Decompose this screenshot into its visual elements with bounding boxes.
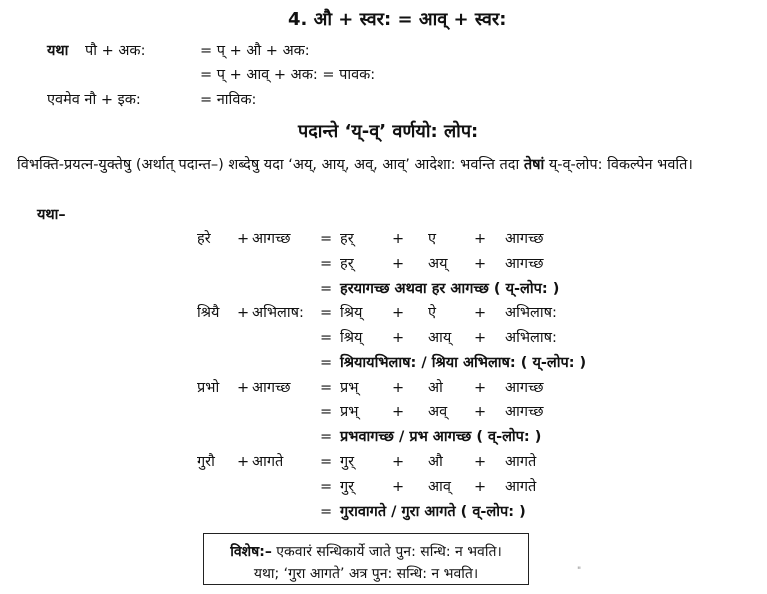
note-line-2: यथा; ‘गुरा आगते’ अत्र पुन: सन्धि: न भवति। — [253, 566, 479, 582]
rule-paragraph — [17, 152, 752, 178]
derivation-result: श्रियायभिलाष: / श्रिया अभिलाष: ( य्-लोप: ) — [340, 355, 587, 371]
plus-sign: + — [474, 404, 487, 420]
derivation-result: प्रभवागच्छ / प्रभ आगच्छ ( व्-लोप: ) — [340, 429, 542, 445]
plus-sign: + — [392, 330, 405, 346]
step-part: आव् — [428, 479, 451, 495]
equals-sign: = — [320, 479, 333, 495]
plus-sign: + — [392, 454, 405, 470]
step-part: गुर् — [340, 454, 355, 470]
plus-sign: + — [392, 380, 405, 396]
special-note-box — [203, 533, 529, 585]
derivation-word: हरे — [197, 231, 211, 247]
step-part: अव् — [428, 404, 448, 420]
step-part: श्रिय् — [340, 305, 363, 321]
paragraph-text: विभक्ति-प्रयत्न-युक्तेषु (अर्थात् पदान्त–) शब्देषु यदा ‘अय्, आय्, अव्, आव्’ आदेशा: भवन्ति तदा — [17, 157, 524, 173]
derivation-second: आगच्छ — [252, 380, 291, 396]
note-text: एकवारं सन्धिकार्ये जाते पुन: सन्धि: न भवति। — [271, 544, 502, 560]
derivation-second: आगते — [252, 454, 284, 470]
paragraph-emphasis: तेषां — [523, 157, 545, 173]
plus-sign: + — [474, 380, 487, 396]
step-part: हर् — [340, 256, 354, 272]
plus-sign: + — [237, 231, 250, 247]
step-part: आगते — [505, 454, 537, 470]
plus-sign: + — [237, 380, 250, 396]
step-part: आगते — [505, 479, 537, 495]
plus-sign: + — [392, 305, 405, 321]
plus-sign: + — [392, 404, 405, 420]
plus-sign: + — [474, 305, 487, 321]
derivation-second: अभिलाष: — [252, 305, 304, 321]
plus-sign: + — [392, 231, 405, 247]
section-title: 4. औ + स्वर: = आव् + स्वर: — [288, 9, 507, 30]
step-part: ओ — [428, 380, 443, 396]
plus-sign: + — [474, 330, 487, 346]
equals-sign: = — [320, 330, 333, 346]
derivation-word: प्रभो — [197, 380, 220, 396]
equals-sign: = — [320, 231, 333, 247]
example-rhs: = प् + औ + अक: — [200, 43, 310, 59]
derivation-word: श्रियै — [197, 305, 220, 321]
example-rhs: = प् + आव् + अक: = पावक: — [200, 67, 376, 83]
step-part: आगच्छ — [505, 404, 544, 420]
plus-sign: + — [237, 305, 250, 321]
derivation-result: हरयागच्छ अथवा हर आगच्छ ( य्-लोप: ) — [340, 281, 560, 297]
note-label: विशेष:– — [230, 544, 272, 560]
step-part: ए — [428, 231, 437, 247]
equals-sign: = — [320, 454, 333, 470]
step-part: अभिलाष: — [505, 305, 557, 321]
paragraph-text: य्-व्-लोप: विकल्पेन भवति। — [544, 157, 693, 173]
step-part: औ — [428, 454, 443, 470]
step-part: अय् — [428, 256, 448, 272]
note-line-1 — [204, 542, 528, 561]
subsection-title: पदान्ते ‘य्-व्’ वर्णयो: लोप: — [298, 121, 479, 142]
equals-sign: = — [320, 305, 333, 321]
step-part: आय् — [428, 330, 452, 346]
equals-sign: = — [320, 355, 333, 371]
step-part: ऐ — [428, 305, 437, 321]
step-part: आगच्छ — [505, 231, 544, 247]
derivation-second: आगच्छ — [252, 231, 291, 247]
derivation-word: गुरौ — [197, 454, 215, 470]
step-part: अभिलाष: — [505, 330, 557, 346]
plus-sign: + — [237, 454, 250, 470]
step-part: हर् — [340, 231, 354, 247]
plus-sign: + — [474, 231, 487, 247]
step-part: गुर् — [340, 479, 355, 495]
step-part: आगच्छ — [505, 380, 544, 396]
plus-sign: + — [392, 479, 405, 495]
example-lhs: पौ + अक: — [85, 43, 146, 59]
step-part: प्रभ् — [340, 404, 359, 420]
equals-sign: = — [320, 429, 333, 445]
equals-sign: = — [320, 504, 333, 520]
step-part: प्रभ् — [340, 380, 359, 396]
equals-sign: = — [320, 404, 333, 420]
plus-sign: + — [474, 479, 487, 495]
equals-sign: = — [320, 256, 333, 272]
plus-sign: + — [474, 256, 487, 272]
derivation-result: गुरावागते / गुरा आगते ( व्-लोप: ) — [340, 504, 526, 520]
plus-sign: + — [392, 256, 405, 272]
example-lhs: एवमेव नौ + इक: — [47, 92, 141, 108]
equals-sign: = — [320, 380, 333, 396]
step-part: आगच्छ — [505, 256, 544, 272]
example-rhs: = नाविक: — [200, 92, 257, 108]
plus-sign: + — [474, 454, 487, 470]
margin-mark: " — [577, 566, 582, 576]
step-part: श्रिय् — [340, 330, 363, 346]
example-label: यथा — [47, 43, 69, 59]
example-heading: यथा– — [37, 207, 66, 223]
equals-sign: = — [320, 281, 333, 297]
